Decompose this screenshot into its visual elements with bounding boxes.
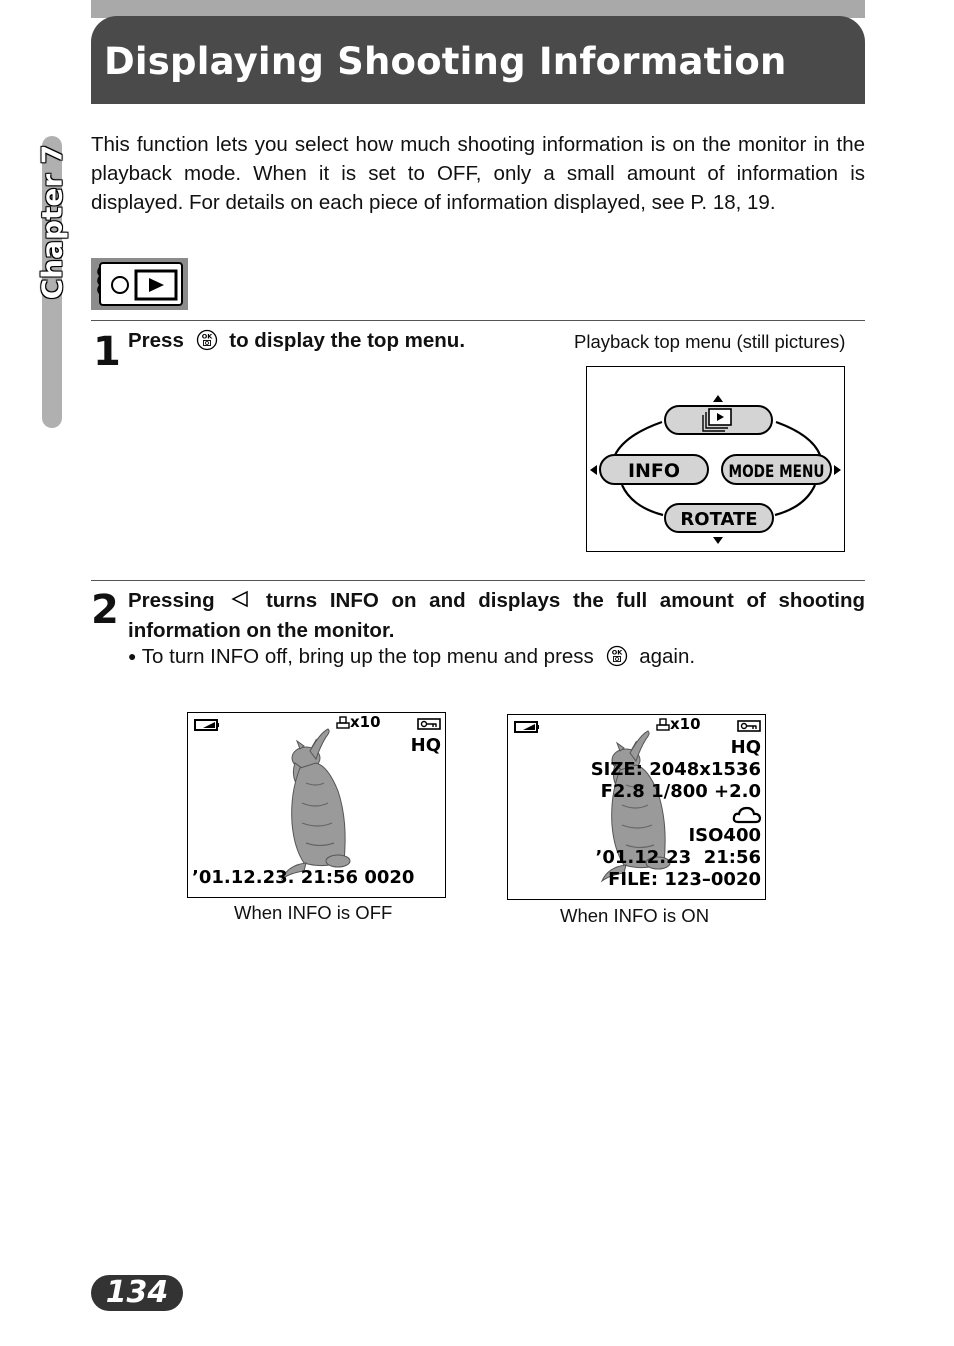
menu-figure-caption: Playback top menu (still pictures) (574, 331, 846, 352)
size-readout: SIZE: 2048x1536 (590, 759, 761, 780)
screen-off-caption: When INFO is OFF (234, 902, 393, 923)
monitor-info-on (507, 714, 766, 900)
print-count: x10 (670, 715, 701, 733)
bullet-text-after: again. (639, 645, 696, 668)
section-divider (91, 320, 865, 321)
left-arrow-icon (231, 587, 249, 616)
step2-text-part1: Pressing (128, 589, 215, 612)
protect-key-icon (737, 720, 761, 732)
page-number: 134 (105, 1275, 169, 1310)
section-divider (91, 580, 865, 581)
file-readout: FILE: 123–0020 (608, 869, 761, 890)
left-arrow-icon (590, 465, 597, 475)
ok-glyph: OK (201, 332, 212, 341)
date-readout: ’01.12.23 21:56 (595, 847, 761, 868)
step-number: 1 (93, 329, 121, 375)
step2-text-part2: turns INFO on and displays the full amount of shooting information on the monitor. (128, 589, 866, 642)
battery-icon (514, 720, 540, 734)
step2-instruction (128, 586, 865, 645)
iso-readout: ISO400 (688, 825, 761, 846)
protect-key-icon (417, 718, 441, 730)
chapter-label: Chapter 7 (35, 144, 69, 300)
print-reserve-icon (656, 718, 670, 732)
ok-button-icon (606, 645, 628, 673)
exposure-readout: F2.8 1/800 +2.0 (600, 781, 761, 802)
monitor-info-off (187, 712, 446, 898)
playback-mode-icon (91, 258, 188, 310)
up-arrow-icon (713, 395, 723, 402)
step1-text-before: Press (128, 329, 184, 352)
screen-on-caption: When INFO is ON (560, 905, 710, 926)
step1-text-after: to display the top menu. (229, 329, 466, 352)
quality-label: HQ (410, 735, 441, 756)
menu-rotate-label: ROTATE (680, 509, 758, 530)
print-count: x10 (350, 713, 381, 731)
bullet-text-before: To turn INFO off, bring up the top menu and press (141, 645, 594, 668)
right-arrow-icon (834, 465, 841, 475)
ok-button-icon (196, 329, 218, 359)
cloudy-icon (732, 805, 762, 825)
quality-label: HQ (730, 737, 761, 758)
menu-info-label: INFO (627, 460, 681, 482)
print-reserve-icon (336, 716, 350, 730)
menu-mode-menu-label: MODE MENU (728, 462, 825, 482)
step2-bullet: ● To turn INFO off, bring up the top menu and press OK again. (128, 645, 695, 673)
battery-icon (194, 718, 220, 732)
intro-paragraph: This function lets you select how much shooting information is on the monitor in the playback mode. When it is set to OFF, only a small amount of information is displayed. For details on each piece of information displayed, see P. 18, 19. (91, 133, 865, 214)
page-title: Displaying Shooting Information (104, 40, 787, 83)
ok-glyph: OK (611, 648, 622, 657)
down-arrow-icon (713, 537, 723, 544)
date-line: ’01.12.23. 21:56 0020 (192, 867, 415, 888)
playback-top-menu-figure (586, 366, 845, 552)
step1-instruction (128, 326, 465, 359)
step-number: 2 (91, 587, 119, 633)
